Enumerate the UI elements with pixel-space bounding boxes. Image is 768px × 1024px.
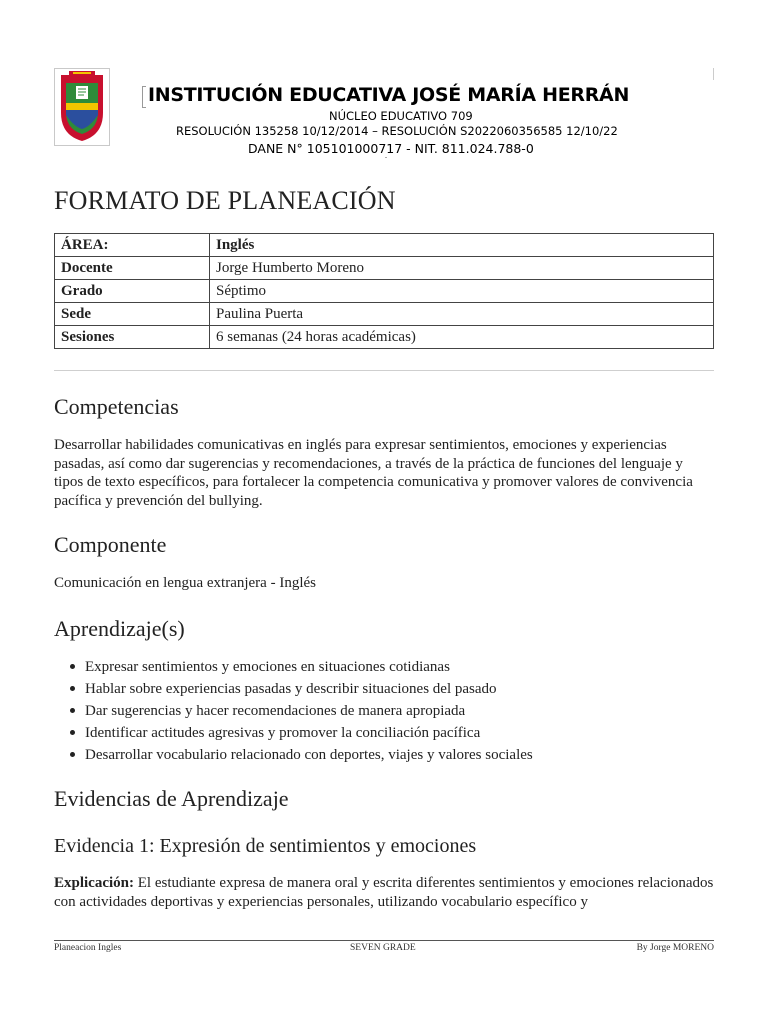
evidencia-1-heading: Evidencia 1: Expresión de sentimientos y emociones <box>54 835 477 857</box>
section-divider <box>54 370 714 371</box>
info-key: ÁREA: <box>55 234 210 257</box>
school-crest-logo <box>54 68 110 146</box>
explicacion-text: El estudiante expresa de manera oral y escrita diferentes sentimientos y emociones relacionados con actividades deportivas y experiencias personales, utilizando vocabulario específico y <box>54 875 714 910</box>
institution-name: INSTITUCIÓN EDUCATIVA JOSÉ MARÍA HERRÁN <box>148 84 630 106</box>
nucleo-educativo: NÚCLEO EDUCATIVO 709 <box>329 109 473 123</box>
list-item <box>85 656 714 678</box>
table-row <box>55 280 714 303</box>
letterhead-bracket <box>142 86 146 108</box>
list-item <box>85 700 714 722</box>
list-item <box>85 744 714 766</box>
competencias-heading: Competencias <box>54 394 179 419</box>
footer-right: By Jorge MORENO <box>636 943 714 953</box>
bullet-icon <box>70 686 75 691</box>
info-key: Docente <box>55 257 210 280</box>
document-title: FORMATO DE PLANEACIÓN <box>54 186 396 215</box>
explicacion-label: Explicación: <box>54 875 135 891</box>
letterhead-dot <box>385 157 387 158</box>
dane-nit: DANE N° 105101000717 - NIT. 811.024.788-0 <box>248 141 534 156</box>
list-item-text: Expresar sentimientos y emociones en situaciones cotidianas <box>85 659 450 675</box>
table-row <box>55 303 714 326</box>
competencias-text: Desarrollar habilidades comunicativas en inglés para expresar sentimientos, emociones y experiencias pasadas, así como dar sugerencias y recomendaciones, a través de la práctica de funciones del lenguaje y tipos de texto específicos, para fortalecer la competencia comunicativa y promover valores de convivencia pacífica y prevención del bullying. <box>54 437 693 509</box>
letterhead-corner-mark <box>713 68 714 80</box>
bullet-icon <box>70 752 75 757</box>
list-item-text: Desarrollar vocabulario relacionado con deportes, viajes y valores sociales <box>85 747 533 763</box>
info-value: Paulina Puerta <box>210 303 714 326</box>
table-row <box>55 234 714 257</box>
bullet-icon <box>70 664 75 669</box>
footer-center: SEVEN GRADE <box>350 943 416 953</box>
evidencia-1-explicacion <box>54 874 714 911</box>
bullet-icon <box>70 708 75 713</box>
info-table <box>54 233 714 349</box>
footer-left: Planeacion Ingles <box>54 943 122 953</box>
evidencias-heading: Evidencias de Aprendizaje <box>54 786 289 811</box>
componente-text: Comunicación en lengua extranjera - Inglés <box>54 575 316 591</box>
info-key: Sede <box>55 303 210 326</box>
list-item-text: Dar sugerencias y hacer recomendaciones de manera apropiada <box>85 703 466 719</box>
info-key: Grado <box>55 280 210 303</box>
table-row <box>55 326 714 349</box>
info-value: Jorge Humberto Moreno <box>210 257 714 280</box>
info-value: Inglés <box>210 234 714 257</box>
list-item-text: Identificar actitudes agresivas y promover la conciliación pacífica <box>85 725 481 741</box>
aprendizajes-heading: Aprendizaje(s) <box>54 616 185 641</box>
resoluciones: RESOLUCIÓN 135258 10/12/2014 – RESOLUCIÓN S2022060356585 12/10/22 <box>176 124 618 138</box>
bullet-icon <box>70 730 75 735</box>
info-value: Séptimo <box>210 280 714 303</box>
info-key: Sesiones <box>55 326 210 349</box>
list-item <box>85 722 714 744</box>
list-item-text: Hablar sobre experiencias pasadas y describir situaciones del pasado <box>85 681 497 697</box>
letterhead <box>54 68 714 168</box>
table-row <box>55 257 714 280</box>
list-item <box>85 678 714 700</box>
componente-heading: Componente <box>54 532 167 557</box>
footer-divider <box>54 940 714 941</box>
info-value: 6 semanas (24 horas académicas) <box>210 326 714 349</box>
aprendizajes-list <box>54 656 714 766</box>
